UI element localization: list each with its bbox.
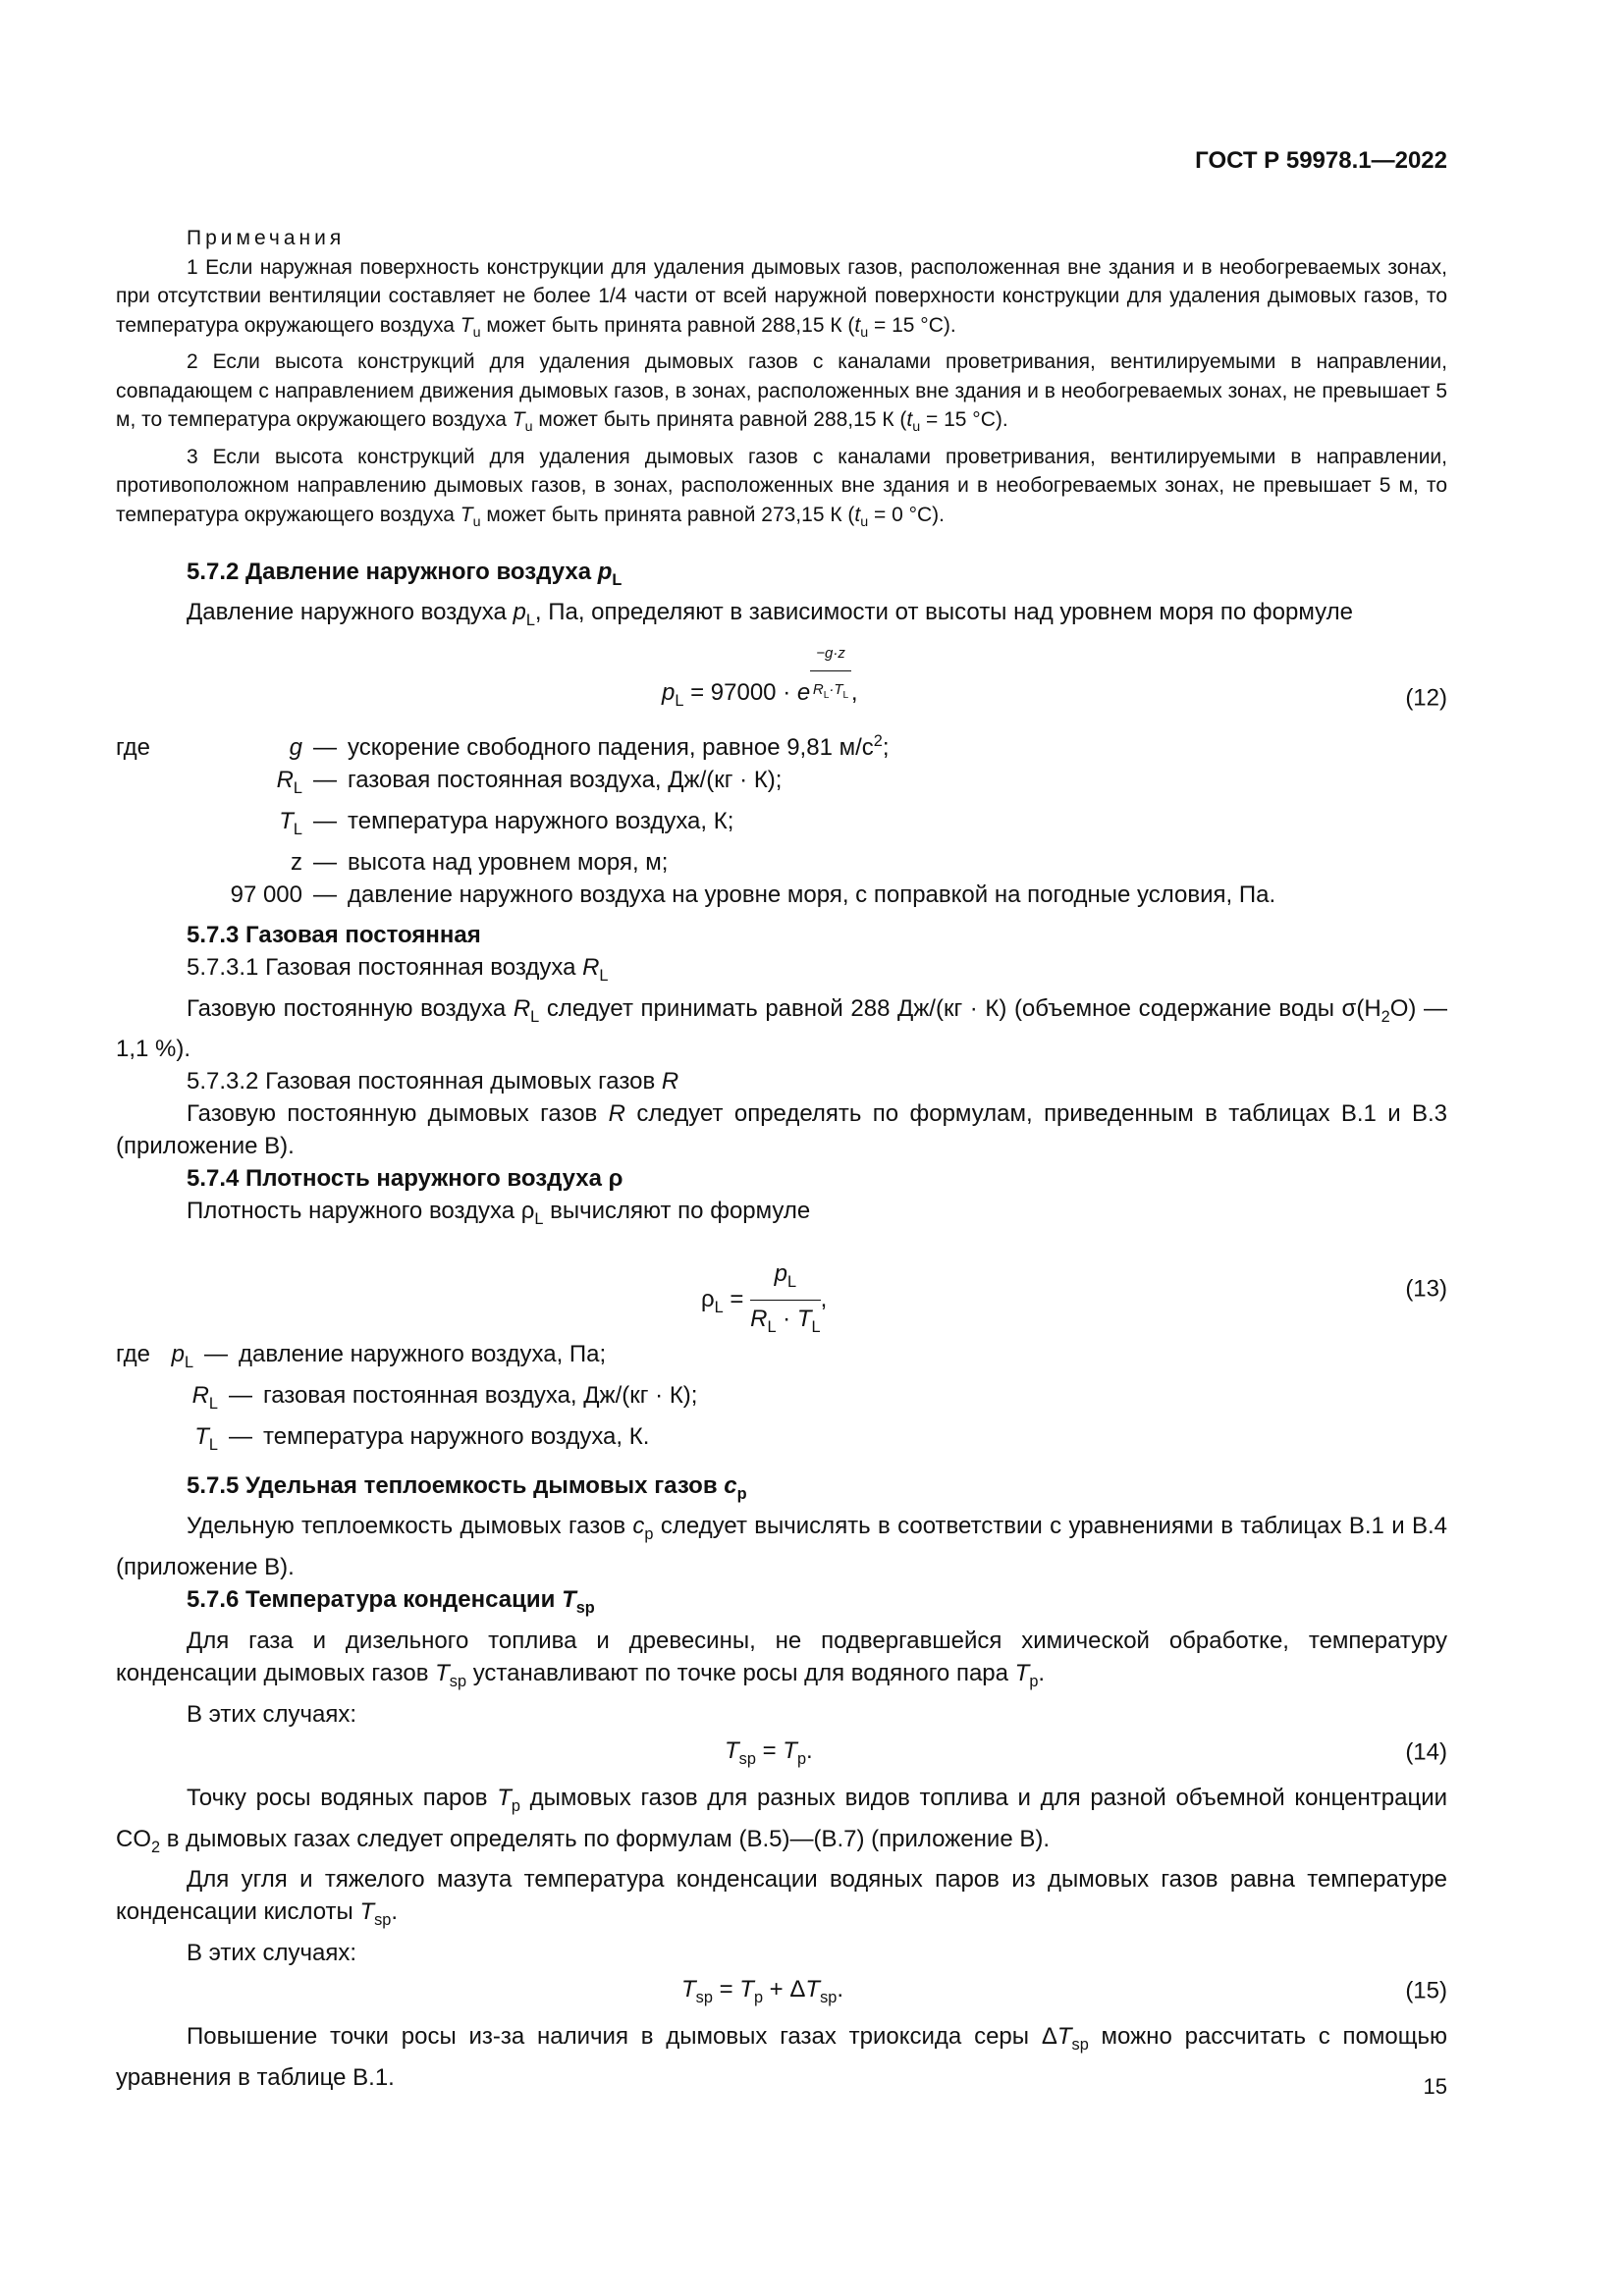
page-number: 15	[1423, 2074, 1447, 2099]
main-text	[116, 556, 1447, 2094]
section-5-7-4-heading: 5.7.4 Плотность наружного воздуха ρ	[187, 1165, 623, 1193]
page-content	[116, 224, 1447, 2094]
section-5-7-2-text: Давление наружного воздуха $p_L$, Па, определяют в зависимости от высоты над уровнем моря по формуле	[187, 599, 1353, 630]
formula-15: $T_{sp} = T_p + \Delta T_{sp}$. (15)	[681, 1976, 1447, 2006]
where-item: z — высота над уровнем моря, м;	[291, 848, 669, 876]
where-item: где $p_L$ — давление наружного воздуха, Па;	[116, 1341, 607, 1371]
section-5-7-6-text-3: Для угля и тяжелого мазута температура конденсации водяных паров из дымовых газов равна температуре конденсации кислоты $T_{sp}$.	[116, 1866, 1447, 1930]
section-5-7-3-1-text: Газовую постоянную воздуха $R_L$ следует принимать равной 288 Дж/(кг · К) (объемное содержание воды $\sigma(H_2O)$ — 1,1 %).	[116, 994, 1447, 1063]
section-5-7-6-text-1: Для газа и дизельного топлива и древесины, не подвергавшейся химической обработке, температуру конденсации дымовых газов $T_{sp}$ устанавливают по точке росы для водяного пара $T_p$.	[116, 1627, 1447, 1690]
note-2: 2 Если высота конструкций для удаления дымовых газов с каналами проветривания, вентилируемыми в направлении, совпадающем с направлением движения дымовых газов, в зонах, расположенных вне здания и в необогреваемых зонах, не превышает 5 м, то температура окружающего воздуха $T_u$ может быть принята равной 288,15 К ($t_u = 15$ °С).	[116, 350, 1447, 436]
where-item: $R_L$ — газовая постоянная воздуха, Дж/(кг · К);	[191, 1381, 698, 1413]
section-5-7-3-heading: 5.7.3 Газовая постоянная	[187, 921, 481, 948]
notes-block	[116, 224, 1447, 538]
section-5-7-2-heading: 5.7.2 Давление наружного воздуха $p_L$	[187, 558, 623, 589]
section-5-7-4-text: Плотность наружного воздуха $\rho_L$ вычисляют по формуле	[187, 1198, 811, 1229]
in-these-cases-2: В этих случаях:	[187, 1940, 356, 1967]
note-3: 3 Если высота конструкций для удаления дымовых газов с каналами проветривания, вентилируемыми в направлении, противоположном направлению дымовых газов, в зонах, расположенных вне здания и в необогреваемых зонах, не превышает 5 м, то температура окружающего воздуха $T_u$ может быть принята равной 273,15 К ($t_u = 0$ °С).	[116, 445, 1447, 531]
equation-number-13: (13)	[1405, 1275, 1447, 1303]
where-list-12	[116, 725, 1447, 911]
section-5-7-5-heading: 5.7.5 Удельная теплоемкость дымовых газов $c_p$	[187, 1471, 747, 1503]
equation-number-12: (12)	[1405, 684, 1447, 712]
section-5-7-3-1-title: 5.7.3.1 Газовая постоянная воздуха $R_L$	[187, 953, 609, 985]
note-1: 1 Если наружная поверхность конструкции для удаления дымовых газов, расположенная вне здания и в необогреваемых зонах, при отсутствии вентиляции составляет не более 1/4 части от всей наружной поверхности конструкции для удаления дымовых газов, то температура окружающего воздуха $T_u$ может быть принята равной 288,15 К ($t_u = 15$ °С).	[116, 255, 1447, 341]
section-5-7-5-text: Удельную теплоемкость дымовых газов $c_p$ следует вычислять в соответствии с уравнениями в таблицах В.1 и В.4 (приложение В).	[116, 1513, 1447, 1581]
standard-designation: ГОСТ Р 59978.1—2022	[1195, 147, 1447, 174]
in-these-cases-1: В этих случаях:	[187, 1700, 356, 1728]
section-5-7-3-2-title: 5.7.3.2 Газовая постоянная дымовых газов R	[187, 1068, 679, 1095]
where-item: где g — ускорение свободного падения, равное 9,81 $м/с^2$;	[116, 732, 890, 762]
notes-title: Примечания	[187, 227, 346, 249]
where-list-13	[116, 1338, 1447, 1461]
where-item: 97 000 — давление наружного воздуха на уровне моря, с поправкой на погодные условия, Па.	[230, 881, 1276, 908]
section-5-7-6-heading: 5.7.6 Температура конденсации $T_{sp}$	[187, 1586, 595, 1617]
section-5-7-6-text-2: Точку росы водяных паров $T_p$ дымовых газов для разных видов топлива и для разной объемной концентрации $CO_2$ в дымовых газах следует определять по формулам (В.5)—(В.7) (приложение В).	[116, 1784, 1448, 1856]
where-item: $R_L$ — газовая постоянная воздуха, Дж/(кг · К);	[276, 767, 783, 797]
formula-14: $T_{sp} = T_p$. (14)	[725, 1736, 1447, 1768]
formula-12: $p_L = 97000 \cdot e$ $\frac{-g\cdot z}{R_L\cdot T_L}$ , (12)	[116, 639, 1447, 725]
where-item: $T_L$ — температура наружного воздуха, К;	[279, 807, 734, 838]
section-5-7-6-text-4: Повышение точки росы из-за наличия в дымовых газах триоксида серы $\Delta T_{sp}$ можно рассчитать с помощью уравнения в таблице В.1.	[116, 2023, 1448, 2091]
formula-13: $\rho_L$ = $\frac{p_L}{R_L \cdot T_L}$ , (13)	[116, 1240, 1447, 1338]
equation-number-15: (15)	[1405, 1977, 1447, 2004]
equation-number-14: (14)	[1405, 1738, 1447, 1766]
section-5-7-3-2-text: Газовую постоянную дымовых газов R следует определять по формулам, приведенным в таблицах В.1 и В.3 (приложение В).	[116, 1100, 1448, 1160]
where-item: $T_L$ — температура наружного воздуха, К.	[194, 1422, 650, 1454]
